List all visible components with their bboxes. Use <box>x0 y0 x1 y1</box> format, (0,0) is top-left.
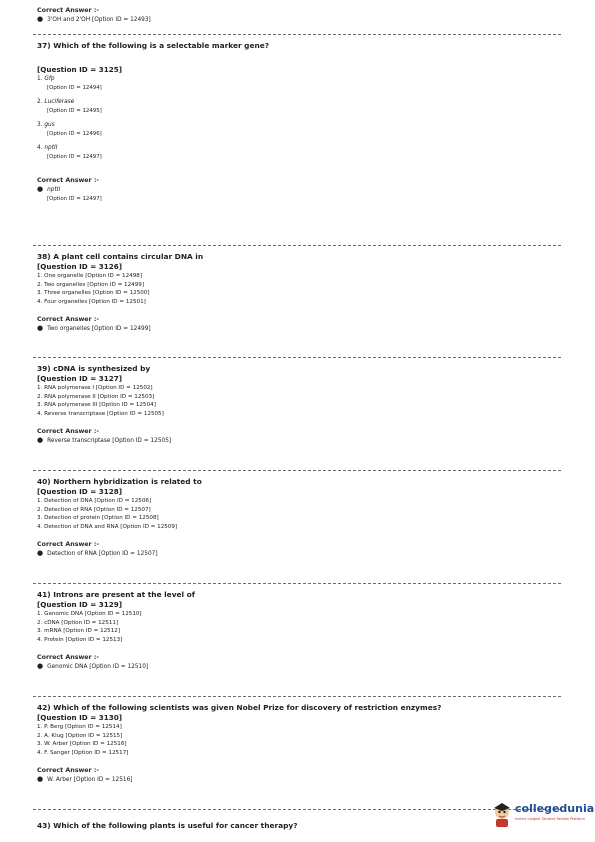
option-4: 4. Reverse transcriptase [Option ID = 12505] <box>37 410 164 417</box>
bullet-icon: ● <box>37 15 44 23</box>
correct-answer-value: ● Detection of RNA [Option ID = 12507] <box>37 549 158 558</box>
option-1: 1. RNA polymerase I [Option ID = 12502] <box>37 385 153 391</box>
option-2: 2. Luciferase [Option ID = 12495] <box>37 99 102 114</box>
question-title: 37) Which of the following is a selectable marker gene? <box>37 41 270 50</box>
question-41 <box>33 584 561 696</box>
question-40 <box>33 471 561 583</box>
option-4: 4. Detection of DNA and RNA [Option ID = 12509] <box>37 523 178 530</box>
correct-answer-value: ● W. Arber [Option ID = 12516] <box>37 775 133 784</box>
option-4: 4. nptII [Option ID = 12497] <box>37 145 102 160</box>
correct-answer-label: Correct Answer :- <box>37 177 99 184</box>
option-2: 2. RNA polymerase II [Option ID = 12503] <box>37 393 155 400</box>
correct-answer-value: ● Reverse transcriptase [Option ID = 12505] <box>37 436 172 445</box>
correct-answer-value: ● 3'OH and 2'OH [Option ID = 12493] <box>37 15 151 23</box>
question-38 <box>33 246 561 357</box>
question-title: 39) cDNA is synthesized by <box>37 364 151 373</box>
correct-answer-id: [Option ID = 12497] <box>47 196 102 202</box>
correct-answer-value: ● nptII <box>37 185 61 193</box>
correct-answer-value: ● Two organelles [Option ID = 12499] <box>37 324 151 333</box>
correct-answer-label: Correct Answer :- <box>37 7 99 14</box>
correct-answer-label: Correct Answer :- <box>37 541 99 549</box>
option-1: 1. Gfp [Option ID = 12494] <box>37 76 102 91</box>
question-43-title: 43) Which of the following plants is useful for cancer therapy? <box>37 821 298 830</box>
question-title: 38) A plant cell contains circular DNA in <box>37 252 204 261</box>
correct-answer-value: ● Genomic DNA [Option ID = 12510] <box>37 662 149 671</box>
question-id: [Question ID = 3127] <box>37 374 123 383</box>
correct-answer-label: Correct Answer :- <box>37 654 99 662</box>
question-id: [Question ID = 3126] <box>37 262 123 271</box>
option-1: 1. One organelle [Option ID = 12498] <box>37 273 143 279</box>
option-2: 2. Two organelles [Option ID = 12499] <box>37 281 145 288</box>
collegedunia-logo <box>491 800 595 838</box>
question-id: [Question ID = 3125] <box>37 65 123 74</box>
question-id: [Question ID = 3130] <box>37 713 123 722</box>
option-2: 2. cDNA [Option ID = 12511] <box>37 619 119 626</box>
logo-tagline: India's Largest Student Review Platform <box>515 817 585 821</box>
question-title: 42) Which of the following scientists was given Nobel Prize for discovery of restriction enzymes? <box>37 703 442 712</box>
exam-page <box>33 0 561 810</box>
question-42 <box>33 697 561 809</box>
option-4: 4. Protein [Option ID = 12513] <box>37 636 123 643</box>
option-3: 3. W. Arber [Option ID = 12516] <box>37 741 127 748</box>
option-1: 1. Detection of DNA [Option ID = 12506] <box>37 498 152 504</box>
question-title: 41) Introns are present at the level of <box>37 590 195 599</box>
mascot-icon <box>491 800 513 828</box>
correct-answer-label: Correct Answer :- <box>37 428 99 436</box>
logo-name: collegedunia <box>515 802 595 815</box>
option-3: 3. RNA polymerase III [Option ID = 12504] <box>37 402 156 409</box>
option-1: 1. Genomic DNA [Option ID = 12510] <box>37 611 142 617</box>
question-37 <box>33 35 561 245</box>
option-3: 3. Three organelles [Option ID = 12500] <box>37 290 150 297</box>
correct-answer-label: Correct Answer :- <box>37 316 99 324</box>
option-4: 4. Four organelles [Option ID = 12501] <box>37 298 146 305</box>
correct-answer-label: Correct Answer :- <box>37 767 99 775</box>
previous-answer-block <box>33 0 561 34</box>
option-2: 2. Detection of RNA [Option ID = 12507] <box>37 506 151 513</box>
option-4: 4. F. Sanger [Option ID = 12517] <box>37 749 129 756</box>
option-3: 3. Detection of protein [Option ID = 12508] <box>37 515 159 522</box>
option-3: 3. gus [Option ID = 12496] <box>37 122 102 137</box>
option-2: 2. A. Klug [Option ID = 12515] <box>37 732 123 739</box>
question-id: [Question ID = 3128] <box>37 487 123 496</box>
question-title: 40) Northern hybridization is related to <box>37 477 202 486</box>
question-id: [Question ID = 3129] <box>37 600 123 609</box>
question-39 <box>33 358 561 470</box>
option-3: 3. mRNA [Option ID = 12512] <box>37 628 121 635</box>
option-1: 1. P. Berg [Option ID = 12514] <box>37 724 122 730</box>
separator <box>33 809 561 810</box>
